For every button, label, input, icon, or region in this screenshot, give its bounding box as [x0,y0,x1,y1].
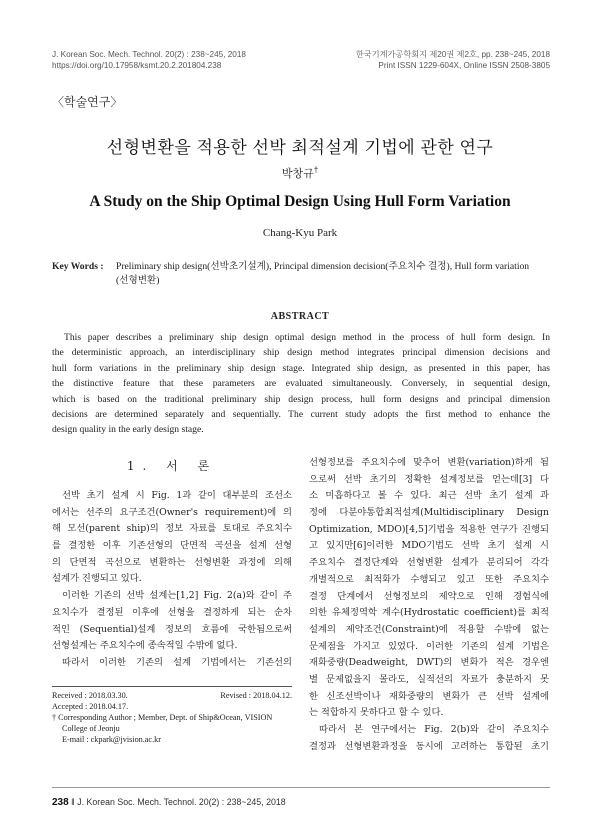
body-line: 따라서 이러한 기존의 설계 기법에서는 기존선의 [62,656,292,668]
left-column-text [52,488,292,672]
body-line: 선박 초기 설계 시 Fig. 1과 같이 대부분의 조선소 [62,490,292,501]
abstract-line: decisions are determined separately and sequentially. The current study adopts the first method to enhance the [52,409,550,421]
body-line: 이러한 기존의 선박 설계는[1,2] Fig. 2(a)와 같이 주 [62,590,292,602]
doi-link[interactable]: https://doi.org/10.17958/ksmt.20.2.201804.238 [52,61,222,70]
body-line: 설계가 진행되고 있다. [52,573,142,585]
body-line: 결정 단계에서 선형정보의 제약으로 인해 경험식에 [309,590,549,602]
body-line: 재화중량(Deadweight, DWT)의 변화가 적은 경우엔 [309,657,549,669]
footnote-dates-row [52,690,292,701]
body-line: 선형설계는 주요치수에 종속적일 수밖에 없다. [52,640,238,652]
journal-citation-header [52,49,246,71]
abstract-line: design quality in the early design stage. [52,424,204,436]
keywords-line: Preliminary ship design(선박초기설계), Principal dimension decision(주요치수 결정), Hull form variation [116,261,530,272]
abstract-heading: ABSTRACT [270,311,330,322]
body-line: 개별적으로 최적화가 수행되고 있고 또한 주요치수 [309,573,549,585]
author-email[interactable]: E-mail : ckpark@jvision.ac.kr [62,735,161,744]
keywords-label: Key Words : [52,261,104,272]
article-type-tag: 〈학술연구〉 [52,95,123,109]
body-line: 에서는 선주의 요구조건(Owner's requirement)에 의 [52,506,292,518]
paper-title-korean: 선형변환을 적용한 선박 최적설계 기법에 관한 연구 [106,138,494,157]
body-line: 해 모선(parent ship)의 정보 자료를 토대로 주요치수 [52,523,292,535]
body-line: 선형정보를 주요치수에 맞추어 변환(variation)하게 됨 [309,457,549,468]
body-line: 한 신조선박이나 재화중량의 변화가 큰 선박 설계에 [309,690,549,702]
section-heading-introduction: 1. 서 론 [126,459,218,473]
page-footer [52,797,286,808]
paper-title-english: A Study on the Ship Optimal Design Using Hull Form Variation [89,193,511,210]
body-line: 결정과 선형변환과정을 동시에 고려하는 통합된 초기 [309,740,549,752]
footnote-block [52,690,292,745]
body-line: 요치수가 결정된 이후에 선형을 결정하게 되는 순차 [52,606,292,618]
revised-date: Revised : 2018.04.12. [220,691,292,700]
footer-journal: J. Korean Soc. Mech. Technol. 20(2) : 238~245, 2018 [77,797,286,807]
corresponding-affiliation: College of Jeonju [62,724,120,733]
abstract-line: hull form variations in the preliminary ship design stage. Integrated ship design, as presented in this paper, has [52,362,550,374]
body-line: 는 적합하지 못하다고 할 수 있다. [309,707,444,719]
page-footer-divider [52,787,550,788]
body-line: 문제점을 가지고 있었다. 이러한 기존의 설계 기법은 [309,640,549,652]
corresponding-author: † Corresponding Author ; Member, Dept. of Ship&Ocean, VISION [52,713,273,722]
footer-separator: ‖ [71,797,75,807]
author-english: Chang-Kyu Park [262,227,338,239]
footnote-divider [52,686,292,687]
body-line: 의 단면적 곡선으로 변환하는 선형변환 과정에 의해 [52,556,292,568]
received-date: Received : 2018.03.30. [52,691,128,700]
journal-citation: J. Korean Soc. Mech. Technol. 20(2) : 238~245, 2018 [52,50,246,59]
journal-citation-kr: 한국기계가공학회지 제20권 제2호, pp. 238~245, 2018 [355,50,550,59]
abstract-line: the deterministic approach, an interdisciplinary ship design method integrates principal dimension decisions and [52,347,550,359]
page-number: 238 [52,797,69,808]
body-line: 따라서 본 연구에서는 Fig. 2(b)와 같이 주요치수 [319,724,549,735]
abstract-body [52,330,550,438]
body-line: 고 있지만[6]이러한 MDO기법도 선박 초기 설계 시 [309,540,549,552]
author-name-kr: 박창규 [281,168,314,180]
accepted-date: Accepted : 2018.04.17. [52,702,129,711]
body-line: 적인 (Sequential)설계 정보의 흐름에 국한됨으로써 [52,623,292,635]
body-line: 의한 유체정역학 계수(Hydrostatic coefficient)를 최적 [309,607,549,619]
keywords-block [52,260,550,288]
corresponding-mark: † [313,165,319,175]
keywords-line: (선형변환) [116,275,160,286]
keywords-text [116,260,550,288]
right-column-text [309,455,549,755]
body-line: 설계의 제약조건(Constraint)에 적용할 수밖에 없는 [309,623,549,635]
body-line: 를 결정한 이후 기존선형의 단면적 곡선을 설계 선형 [52,540,292,552]
body-line: 주요치수 결정단계와 선형변환 설계가 분리되어 각각 [309,557,549,569]
abstract-line: which is based on the traditional preliminary ship design process, hull form designs and principal dimension [52,393,550,405]
abstract-line: This paper describes a preliminary ship design optimal design method in the process of hull form design. In [64,332,550,343]
body-line: 으로써 선박 초기의 정확한 설계정보를 얻는데[3] 다 [309,473,549,485]
body-line: 소 미흡하다고 볼 수 있다. 최근 선박 초기 설계 과 [309,490,549,502]
abstract-line: the distinctive feature that these parameters are evaluated simultaneously. Conversely, in sequential design, [52,378,550,390]
body-line: 정에 다분야통합최적설계(Multidisciplinary Design [309,507,549,519]
journal-issn-header [356,49,550,71]
author-korean [0,165,600,181]
body-line: 별 문제없을지 몰라도, 실적선의 자료가 충분하지 못 [309,673,549,685]
issn-line: Print ISSN 1229-604X, Online ISSN 2508-3805 [378,61,550,70]
body-line: Optimization, MDO)[4,5]기법을 적용한 연구가 진행되 [309,523,549,535]
